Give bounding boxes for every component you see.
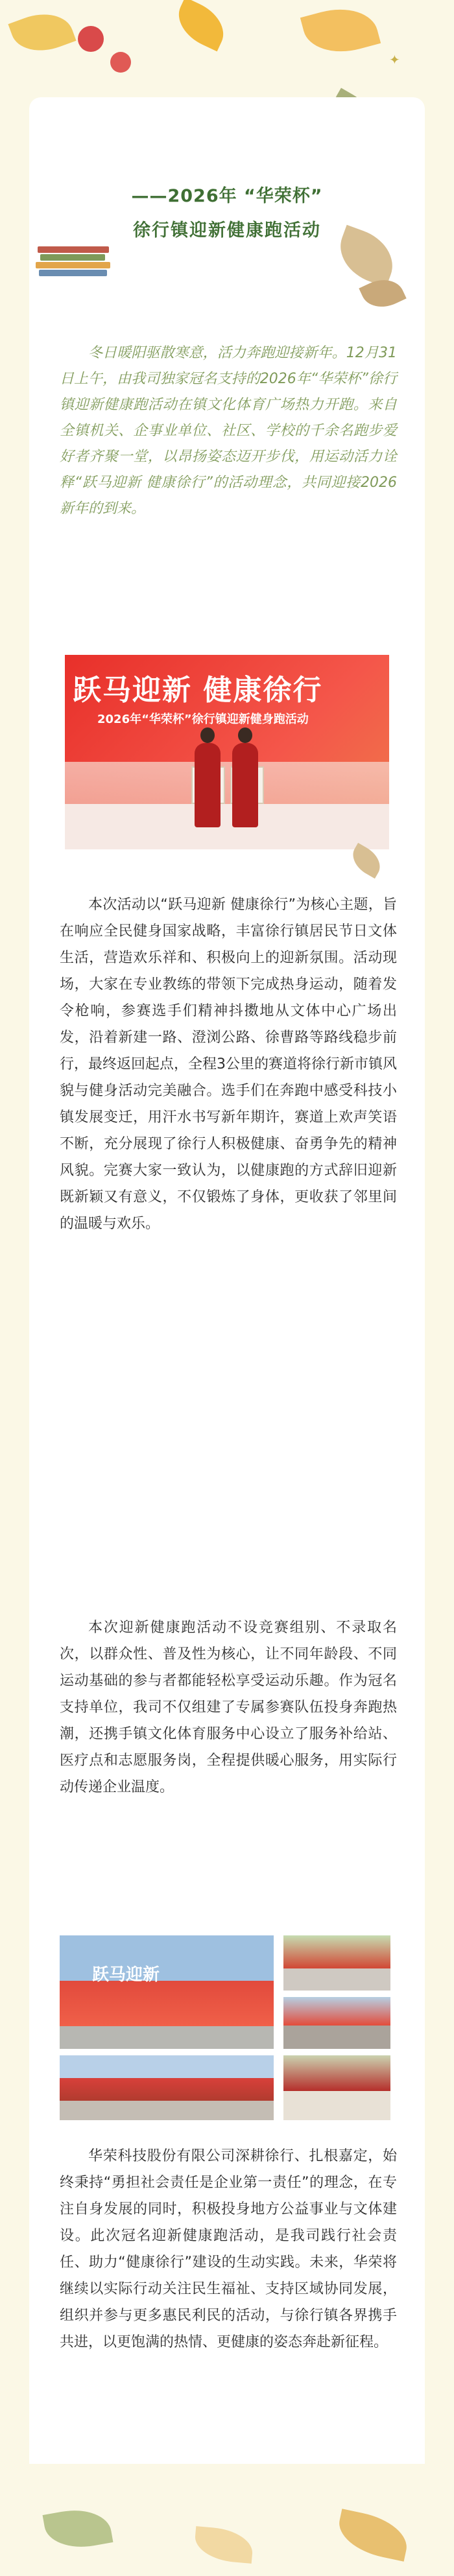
gallery-photo-4 [60,2055,274,2120]
gallery-caption: 跃马迎新 [92,1965,160,1985]
body-paragraph-1: 本次活动以“跃马迎新 健康徐行”为核心主题，旨在响应全民健身国家战略，丰富徐行镇居民节日文体生活，营造欢乐祥和、积极向上的迎新氛围。活动现场，大家在专业教练的带领下完成热身运动，随着发令枪响，参赛选手们精神抖擞地从文体中心广场出发，沿着新建一路、澄浏公路、徐曹路等路线稳步前行，最终返回起点，全程3公里的赛道将徐行新市镇风貌与健身活动完美融合。选手们在奔跑中感受科技小镇发展变迁，用汗水书写新年期许，赛道上欢声笑语不断，充分展现了徐行人积极健康、奋勇争先的精神风貌。完赛大家一致认为，以健康跑的方式辞旧迎新既新颖又有意义，不仅锻炼了身体，更收获了邻里间的温暖与欢乐。 [60,897,397,1232]
bottom-leaf-center-icon [193,2526,254,2564]
top-right-leaf-icon [300,0,381,62]
top-left-leaf-icon [8,4,76,60]
top-berry-icon [110,52,131,73]
presenter-left [195,743,221,827]
gallery-photo-3 [283,1997,390,2049]
body-paragraph-2: 本次迎新健康跑活动不设竞赛组别、不录取名次，以群众性、普及性为核心，让不同年龄段、不同运动基础的参与者都能轻松享受运动乐趣。作为冠名支持单位，我司不仅组建了专属参赛队伍投身奔跑热潮，还携手镇文化体育服务中心设立了服务补给站、医疗点和志愿服务岗，全程提供暖心服务，用实际行动传递企业温度。 [60,1620,397,1795]
top-left-berries-icon [78,26,104,52]
photo-gallery [60,1935,390,2120]
top-center-leaf-icon [170,0,232,51]
event-banner-photo [65,655,389,849]
banner-ground [65,804,389,849]
bottom-leaf-left-icon [43,2504,114,2553]
title-line-2: 徐行镇迎新健康跑活动 [133,220,321,241]
banner-headline: 跃马迎新 健康徐行 [73,674,323,707]
title-line-1: ——2026年 “华荣杯” [131,186,323,206]
banner-subline: 2026年“华荣杯”徐行镇迎新健身跑活动 [97,713,309,726]
presenter-right [232,743,258,827]
bottom-leaf-right-icon [334,2509,412,2562]
gallery-photo-1 [60,1935,274,2049]
sparkle-right-icon: ✦ [389,52,400,67]
gallery-photo-2 [283,1935,390,1991]
gallery-photo-5 [283,2055,390,2120]
article-title [0,182,454,241]
body-paragraph-3: 华荣科技股份有限公司深耕徐行、扎根嘉定，始终秉持“勇担社会责任是企业第一责任”的理念，在专注自身发展的同时，积极投身地方公益事业与文体建设。此次冠名迎新健康跑活动，是我司践行社会责任、助力“健康徐行”建设的生动实践。未来，华荣将继续以实际行动关注民生福祉、支持区域协同发展，组织并参与更多惠民利民的活动，与徐行镇各界携手共进，以更饱满的热情、更健康的姿态奔赴新征程。 [60,2148,397,2350]
intro-paragraph: 冬日暖阳驱散寒意，活力奔跑迎接新年。12月31日上午，由我司独家冠名支持的2026年“华荣杯”徐行镇迎新健康跑活动在镇文化体育广场热力开跑。来自全镇机关、企事业单位、社区、学校的千余名跑步爱好者齐聚一堂，以昂扬姿态迈开步伐，用运动活力诠释“跃马迎新 健康徐行”的活动理念，共同迎接2026新年的到来。 [60,345,397,517]
